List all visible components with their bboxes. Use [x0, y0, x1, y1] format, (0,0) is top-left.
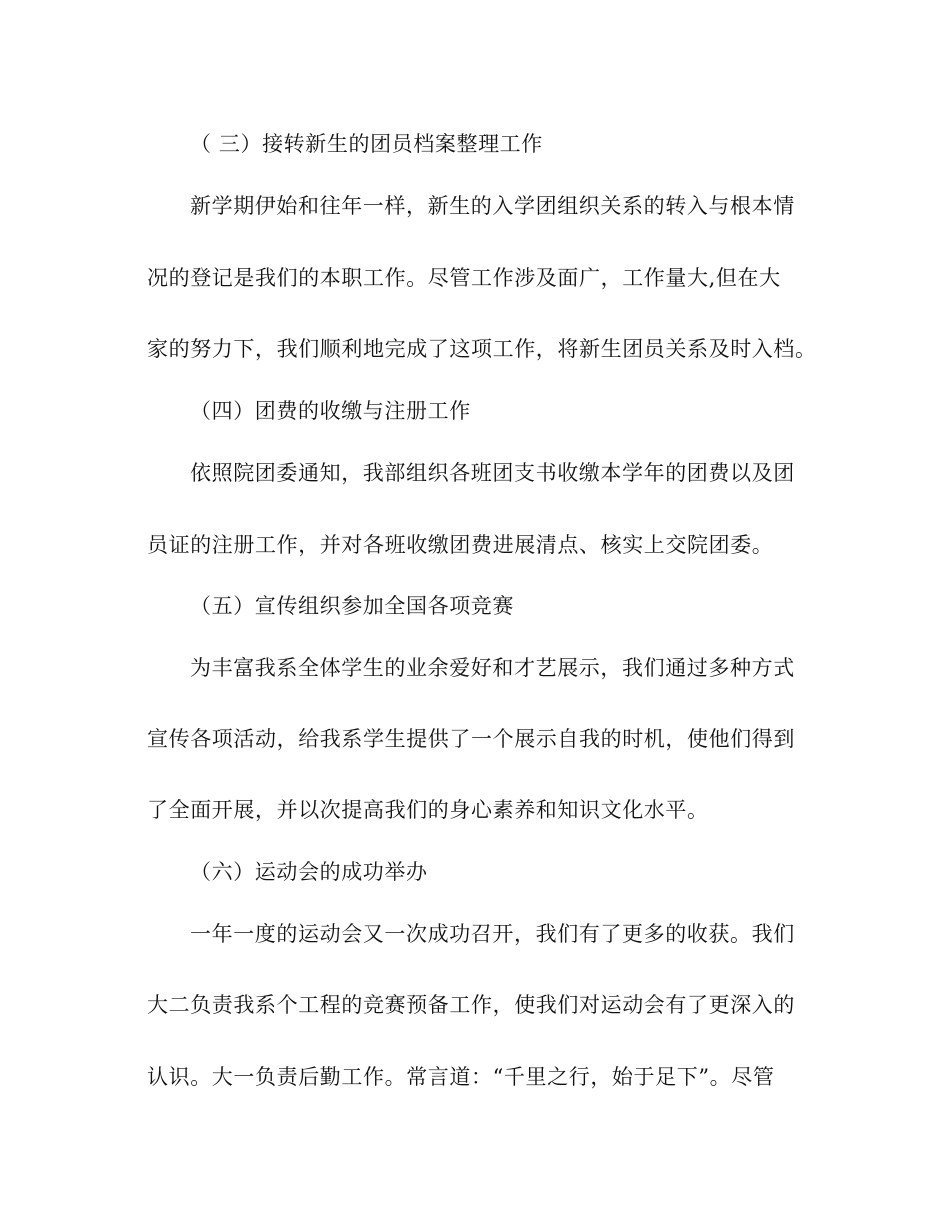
heading-section-5: （五）宣传组织参加全国各项竞赛	[190, 594, 514, 618]
paragraph-line: 宣传各项活动，给我系学生提供了一个展示自我的时机，使他们得到	[147, 727, 795, 751]
paragraph-line: 为丰富我系全体学生的业余爱好和才艺展示，我们通过多种方式	[190, 656, 795, 680]
paragraph-line: 员证的注册工作，并对各班收缴团费进展清点、核实上交院团委。	[147, 533, 774, 557]
paragraph-line: 一年一度的运动会又一次成功召开，我们有了更多的收获。我们	[190, 922, 795, 946]
heading-section-3: （ 三）接转新生的团员档案整理工作	[190, 132, 543, 156]
paragraph-line: 况的登记是我们的本职工作。尽管工作涉及面广，工作量大,但在大	[147, 266, 781, 290]
paragraph-line: 认识。大一负责后勤工作。常言道：“千里之行，始于足下”。尽管	[147, 1065, 775, 1089]
paragraph-line: 家的努力下，我们顺利地完成了这项工作，将新生团员关系及时入档。	[147, 337, 817, 361]
paragraph-line: 大二负责我系个工程的竞赛预备工作，使我们对运动会有了更深入的	[147, 993, 795, 1017]
paragraph-line: 新学期伊始和往年一样，新生的入学团组织关系的转入与根本情	[190, 194, 795, 218]
heading-section-4: （四）团费的收缴与注册工作	[190, 399, 471, 423]
paragraph-line: 了全面开展，并以次提高我们的身心素养和知识文化水平。	[147, 798, 709, 822]
heading-section-6: （六）运动会的成功举办	[190, 860, 428, 884]
paragraph-line: 依照院团委通知，我部组织各班团支书收缴本学年的团费以及团	[190, 461, 795, 485]
